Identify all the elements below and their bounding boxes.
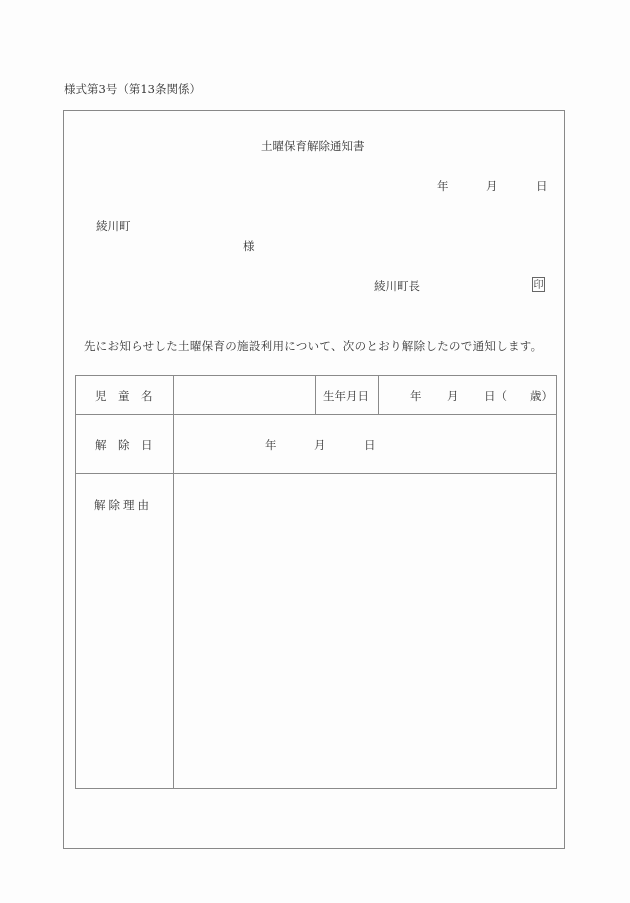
addressee-org: 綾川町 [96,219,131,233]
birthdate-label: 生年月日 [323,389,369,403]
table-col-divider [378,375,379,415]
cancellation-date-label: 解 除 日 [95,438,153,452]
table-border-bottom [75,788,557,789]
table-label-divider [173,375,174,789]
cancellation-reason-label: 解除理由 [94,498,152,512]
issuer-name: 綾川町長 [374,279,420,293]
issue-date-day: 日 [536,179,548,193]
cancellation-reason-field[interactable] [176,476,554,786]
birth-year: 年 [410,389,422,403]
table-row-divider [75,414,557,415]
issue-date-month: 月 [486,179,498,193]
cancellation-day: 日 [364,438,376,452]
child-name-field[interactable] [176,378,314,413]
cancellation-year: 年 [265,438,277,452]
table-border-right [556,375,557,789]
child-name-label: 児 童 名 [95,389,153,403]
table-border-top [75,375,557,376]
cancellation-month: 月 [314,438,326,452]
birth-month: 月 [447,389,459,403]
birth-day: 日（ [484,389,507,403]
form-reference: 様式第3号（第13条関係） [64,82,201,96]
notice-body: 先にお知らせした土曜保育の施設利用について、次のとおり解除したので通知します。 [84,339,543,353]
seal-icon: 印 [532,277,545,292]
age: 歳） [530,389,553,403]
addressee-honorific: 様 [243,239,255,253]
issue-date-year: 年 [437,179,449,193]
table-col-divider [315,375,316,415]
table-row-divider [75,473,557,474]
table-border-left [75,375,76,789]
document-title: 土曜保育解除通知書 [261,139,365,153]
